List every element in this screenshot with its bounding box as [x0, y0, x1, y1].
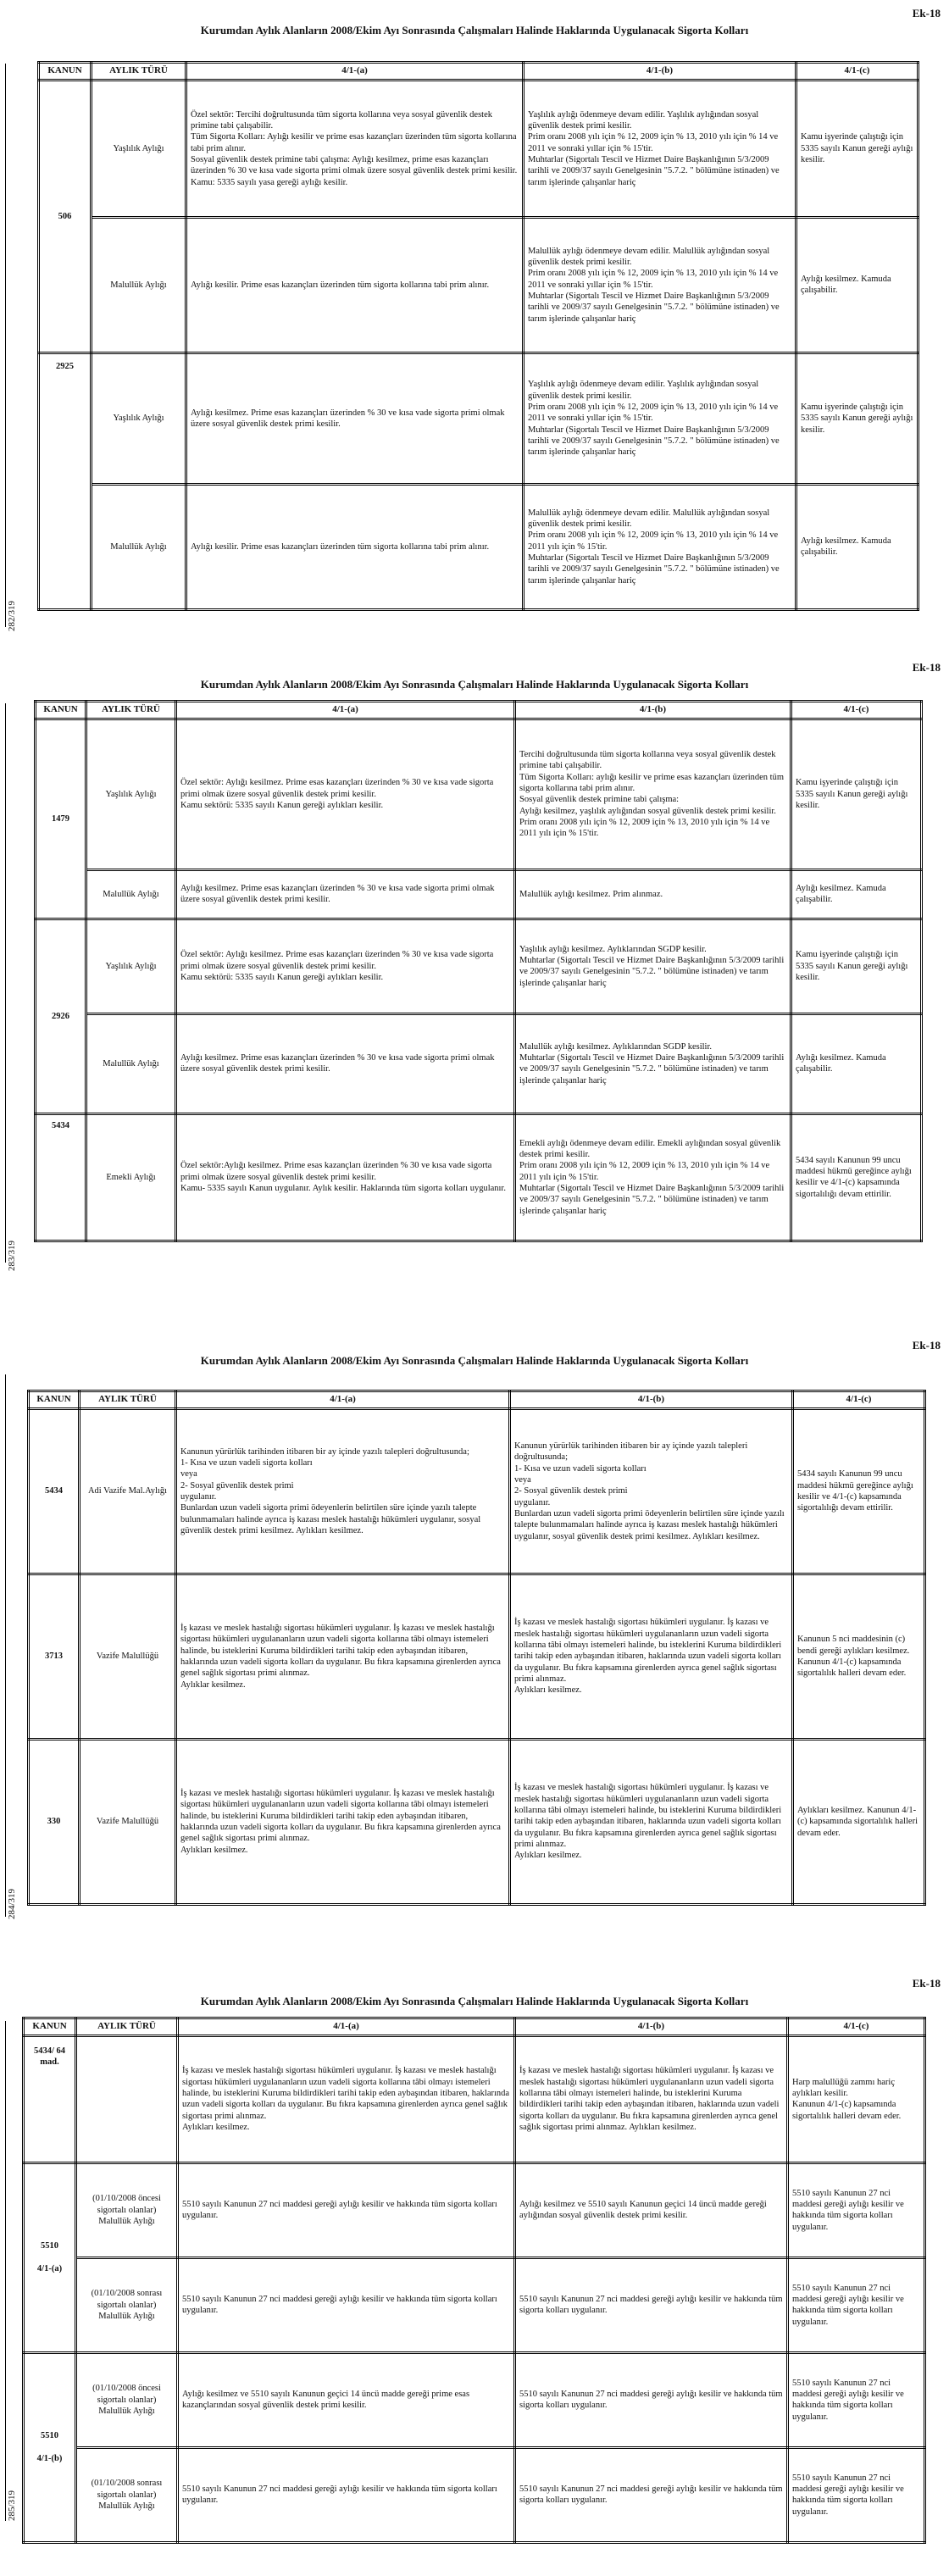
header-b: 4/1-(b)	[524, 63, 796, 80]
col-b-cell: İş kazası ve meslek hastalığı sigortası hükümleri uygulanır. İş kazası ve meslek hastalığı sigortası hükümleri uygulananların uzun vadeli sigorta kollarına tâbi olmayı istemeleri halinde, bu isteklerini Kuruma bildirdikleri tarihi takip eden aybaşından itibaren, haklarında uzun vadeli sigorta kolları da uygulanır. Bu fıkra kapsamına girenlerden ayrıca genel sağlık sigortası primi alınmaz. Aylıkları kesilmez.	[510, 1739, 793, 1904]
page-title: Kurumdan Aylık Alanların 2008/Ekim Ayı Sonrasında Çalışmaları Halinde Haklarında Uygulanacak Sigorta Kolları	[200, 678, 749, 691]
col-b-cell: 5510 sayılı Kanunun 27 nci maddesi gereği aylığı kesilir ve hakkında tüm sigorta kolları uygulanır.	[515, 2257, 788, 2352]
aylik-turu-cell: Malullük Aylığı	[92, 217, 186, 353]
aylik-turu-cell: Yaşlılık Aylığı	[86, 719, 176, 869]
col-c-cell: Aylığı kesilmez. Kamuda çalışabilir.	[791, 1013, 922, 1113]
aylik-turu-cell: Vazife Malullüğü	[80, 1574, 176, 1739]
col-a-cell: İş kazası ve meslek hastalığı sigortası hükümleri uygulanır. İş kazası ve meslek hastalığı sigortası hükümleri uygulananların uzun vadeli sigorta kollarına tâbi olmayı istemeleri halinde, bu isteklerini Kuruma bildirdikleri tarihi takip eden aybaşından itibaren, haklarında uzun vadeli sigorta kolları da uygulanır. Bu fıkra kapsamına girenlerden ayrıca genel sağlık sigortası primi alınmaz. Aylıkları kesilmez.	[176, 1739, 510, 1904]
header-tur: AYLIK TÜRÜ	[76, 2018, 178, 2036]
table-row	[36, 1113, 922, 1241]
kanun-cell: 2925	[39, 353, 92, 609]
col-c-cell: 5510 sayılı Kanunun 27 nci maddesi gereği aylığı kesilir ve hakkında tüm sigorta kolları uygulanır.	[788, 2447, 925, 2542]
kanun-cell: 5434	[36, 1113, 86, 1241]
table-row	[24, 2352, 925, 2447]
header-tur: AYLIK TÜRÜ	[80, 1391, 176, 1409]
table-row	[39, 217, 918, 353]
kanun-cell: 5510 4/1-(b)	[24, 2352, 76, 2542]
ek-label: Ek-18	[912, 1977, 941, 1990]
header-c: 4/1-(c)	[793, 1391, 925, 1409]
page-title: Kurumdan Aylık Alanların 2008/Ekim Ayı Sonrasında Çalışmaları Halinde Haklarında Uygulanacak Sigorta Kolları	[200, 1354, 749, 1367]
col-c-cell: Kamu işyerinde çalıştığı için 5335 sayılı Kanun gereği aylığı kesilir.	[791, 919, 922, 1013]
kanun-cell: 5434/ 64 mad.	[24, 2035, 76, 2162]
header-row	[24, 2018, 925, 2036]
header-c: 4/1-(c)	[796, 63, 918, 80]
col-c-cell: Harp malullüğü zammı hariç aylıkları kesilir. Kanunun 4/1-(c) kapsamında sigortalılık halleri devam eder.	[788, 2035, 925, 2162]
col-a-cell: 5510 sayılı Kanunun 27 nci maddesi gereği aylığı kesilir ve hakkında tüm sigorta kolları uygulanır.	[178, 2257, 515, 2352]
header-b: 4/1-(b)	[515, 2018, 788, 2036]
col-c-cell: Kamu işyerinde çalıştığı için 5335 sayılı Kanun gereği aylığı kesilir.	[796, 353, 918, 484]
col-a-cell: Özel sektör: Aylığı kesilmez. Prime esas kazançları üzerinden % 30 ve kısa vade sigorta primi olmak üzere sosyal güvenlik destek primi kesilir. Kamu sektörü: 5335 sayılı Kanun gereği aylıkları kesilir.	[176, 719, 515, 869]
col-a-cell: İş kazası ve meslek hastalığı sigortası hükümleri uygulanır. İş kazası ve meslek hastalığı sigortası hükümleri uygulananların uzun vadeli sigorta kollarına tâbi olmayı istemeleri halinde, bu isteklerini Kuruma bildirdikleri tarihi takip eden aybaşından itibaren, haklarında uzun vadeli sigorta kolları da uygulanır. Bu fıkra kapsamına girenlerden ayrıca genel sağlık sigortası primi alınmaz. Aylıkları kesilmez.	[178, 2035, 515, 2162]
kanun-cell: 1479	[36, 719, 86, 919]
table-row	[39, 80, 918, 217]
col-b-cell: Aylığı kesilmez ve 5510 sayılı Kanunun geçici 14 üncü madde gereği aylığından sosyal güvenlik destek primi kesilir.	[515, 2162, 788, 2257]
col-a-cell: Aylığı kesilmez ve 5510 sayılı Kanunun geçici 14 üncü madde gereği prime esas kazançlarından sosyal güvenlik destek primi kesilir.	[178, 2352, 515, 2447]
col-c-cell: Aylıkları kesilmez. Kanunun 4/1-(c) kapsamında sigortalılık halleri devam eder.	[793, 1739, 925, 1904]
table-row	[24, 2162, 925, 2257]
aylik-turu-cell: Emekli Aylığı	[86, 1113, 176, 1241]
col-b-cell: Malullük aylığı kesilmez. Prim alınmaz.	[515, 869, 791, 919]
col-c-cell: Kamu işyerinde çalıştığı için 5335 sayılı Kanun gereği aylığı kesilir.	[796, 80, 918, 217]
table-row	[36, 1013, 922, 1113]
page-title: Kurumdan Aylık Alanların 2008/Ekim Ayı Sonrasında Çalışmaları Halinde Haklarında Uygulanacak Sigorta Kolları	[200, 24, 749, 36]
col-a-cell: Aylığı kesilmez. Prime esas kazançları üzerinden % 30 ve kısa vade sigorta primi olmak üzere sosyal güvenlik destek primi kesilir.	[186, 353, 524, 484]
table-row	[36, 919, 922, 1013]
aylik-turu-cell: (01/10/2008 öncesi sigortalı olanlar) Malullük Aylığı	[76, 2352, 178, 2447]
col-b-cell: Malullük aylığı ödenmeye devam edilir. Malullük aylığından sosyal güvenlik destek primi kesilir. Prim oranı 2008 yılı için % 12, 2009 için % 13, 2010 yılı için % 14 ve 2011 yılı için % 15'tir. Muhtarlar (Sigortalı Tescil ve Hizmet Daire Başkanlığının 5/3/2009 tarihli ve 2009/37 sayılı Genelgesinin "5.7.2. " bölümüne istinaden) ve tarım işlerinde çalışanlar hariç	[524, 484, 796, 609]
header-a: 4/1-(a)	[176, 1391, 510, 1409]
table-row	[29, 1408, 925, 1574]
ek-label: Ek-18	[912, 1339, 941, 1352]
header-a: 4/1-(a)	[178, 2018, 515, 2036]
col-b-cell: Tercihi doğrultusunda tüm sigorta kollarına veya sosyal güvenlik destek primine tabi çalışabilir. Tüm Sigorta Kolları: aylığı kesilir ve prime esas kazançları üzerinden tüm sigorta kollarına tabi prim alınır. Sosyal güvenlik destek primine tabi çalışma: Aylığı kesilmez, yaşlılık aylığından sosyal güvenlik destek primi kesilir. Prim oranı 2008 yılı için % 12, 2009 için % 13, 2010 yılı için % 14 ve 2011 yılı için % 15'tir.	[515, 719, 791, 869]
page-number: 282/319	[7, 600, 17, 631]
aylik-turu-cell: Malullük Aylığı	[92, 484, 186, 609]
header-a: 4/1-(a)	[176, 702, 515, 719]
col-c-cell: Aylığı kesilmez. Kamuda çalışabilir.	[796, 484, 918, 609]
col-b-cell: Yaşlılık aylığı ödenmeye devam edilir. Yaşlılık aylığından sosyal güvenlik destek primi kesilir. Prim oranı 2008 yılı için % 12, 2009 için % 13, 2010 yılı için % 14 ve 2011 ve sonraki yıllar için % 15'tir. Muhtarlar (Sigortalı Tescil ve Hizmet Daire Başkanlığının 5/3/2009 tarihli ve 2009/37 sayılı Genelgesinin "5.7.2. " bölümüne istinaden) ve tarım işlerinde çalışanlar hariç	[524, 80, 796, 217]
ek-label: Ek-18	[912, 661, 941, 674]
header-c: 4/1-(c)	[788, 2018, 925, 2036]
kanun-cell: 2926	[36, 919, 86, 1113]
kanun-cell: 5510 4/1-(a)	[24, 2162, 76, 2352]
aylik-turu-cell: (01/10/2008 sonrası sigortalı olanlar) Malullük Aylığı	[76, 2447, 178, 2542]
col-a-cell: Aylığı kesilmez. Prime esas kazançları üzerinden % 30 ve kısa vade sigorta primi olmak üzere sosyal güvenlik destek primi kesilir.	[176, 1013, 515, 1113]
aylik-turu-cell: Yaşlılık Aylığı	[92, 353, 186, 484]
col-b-cell: 5510 sayılı Kanunun 27 nci maddesi gereği aylığı kesilir ve hakkında tüm sigorta kolları uygulanır.	[515, 2352, 788, 2447]
page-number: 284/319	[7, 1888, 17, 1919]
table-row	[24, 2447, 925, 2542]
col-c-cell: 5434 sayılı Kanunun 99 uncu maddesi hükmü gereğince aylığı kesilir ve 4/1-(c) kapsamında sigortalılığı devam ettirilir.	[791, 1113, 922, 1241]
col-a-cell: Özel sektör: Tercihi doğrultusunda tüm sigorta kollarına veya sosyal güvenlik destek primine tabi çalışabilir. Tüm Sigorta Kolları: Aylığı kesilir ve prime esas kazançları üzerinden tüm sigorta kollarına tabi prim alınır. Sosyal güvenlik destek primine tabi çalışma: Aylığı kesilmez, prime esas kazançları üzerinden % 30 ve kısa vade sigorta primi olmak üzere sosyal güvenlik destek primi kesilir. Kamu: 5335 sayılı yasa gereği aylığı kesilir.	[186, 80, 524, 217]
header-b: 4/1-(b)	[510, 1391, 793, 1409]
page-number: 285/319	[7, 2490, 17, 2521]
kanun-cell: 5434	[29, 1408, 80, 1574]
aylik-turu-cell: Adi Vazife Mal.Aylığı	[80, 1408, 176, 1574]
header-tur: AYLIK TÜRÜ	[86, 702, 176, 719]
col-a-cell: Aylığı kesilir. Prime esas kazançları üzerinden tüm sigorta kollarına tabi prim alınır.	[186, 217, 524, 353]
col-b-cell: İş kazası ve meslek hastalığı sigortası hükümleri uygulanır. İş kazası ve meslek hastalığı sigortası hükümleri uygulananların uzun vadeli sigorta kollarına tâbi olmayı istemeleri halinde, bu isteklerini Kuruma bildirdikleri tarihi takip eden aybaşından itibaren, haklarında uzun vadeli sigorta kolları da uygulanır. Bu fıkra kapsamına girenlerden ayrıca genel sağlık sigortası primi alınmaz. Aylıkları kesilmez.	[515, 2035, 788, 2162]
col-c-cell: Kamu işyerinde çalıştığı için 5335 sayılı Kanun gereği aylığı kesilir.	[791, 719, 922, 869]
kanun-cell: 506	[39, 80, 92, 353]
col-b-cell: Yaşlılık aylığı ödenmeye devam edilir. Yaşlılık aylığından sosyal güvenlik destek primi kesilir. Prim oranı 2008 yılı için % 12, 2009 için % 13, 2010 yılı için % 14 ve 2011 ve sonraki yıllar için % 15'tir. Muhtarlar (Sigortalı Tescil ve Hizmet Daire Başkanlığının 5/3/2009 tarihli ve 2009/37 sayılı Genelgesinin "5.7.2. " bölümüne istinaden) ve tarım işlerinde çalışanlar hariç	[524, 353, 796, 484]
page-margin-line	[5, 2021, 6, 2521]
header-row	[29, 1391, 925, 1409]
header-c: 4/1-(c)	[791, 702, 922, 719]
page-number: 283/319	[7, 1240, 17, 1271]
col-c-cell: Kanunun 5 nci maddesinin (c) bendi gereği aylıkları kesilmez. Kanunun 4/1-(c) kapsamında sigortalılık halleri devam eder.	[793, 1574, 925, 1739]
col-a-cell: 5510 sayılı Kanunun 27 nci maddesi gereği aylığı kesilir ve hakkında tüm sigorta kolları uygulanır.	[178, 2162, 515, 2257]
col-a-cell: İş kazası ve meslek hastalığı sigortası hükümleri uygulanır. İş kazası ve meslek hastalığı sigortası hükümleri uygulananların uzun vadeli sigorta kollarına tâbi olmayı istemeleri halinde, bu isteklerini Kuruma bildirdikleri tarihi takip eden aybaşından itibaren, haklarında uzun vadeli sigorta kolları da uygulanır. Bu fıkra kapsamına girenlerden ayrıca genel sağlık sigortası primi alınmaz. Aylıklar kesilmez.	[176, 1574, 510, 1739]
sigorta-table	[34, 700, 923, 1242]
aylik-turu-cell	[76, 2035, 178, 2162]
ek-label: Ek-18	[912, 7, 941, 19]
col-a-cell: Aylığı kesilir. Prime esas kazançları üzerinden tüm sigorta kollarına tabi prim alınır.	[186, 484, 524, 609]
table-row	[36, 719, 922, 869]
sigorta-table	[22, 2017, 926, 2544]
header-kanun: KANUN	[39, 63, 92, 80]
table-row	[36, 869, 922, 919]
page-margin-line	[5, 1374, 6, 1917]
aylik-turu-cell: Yaşlılık Aylığı	[92, 80, 186, 217]
table-row	[24, 2257, 925, 2352]
aylik-turu-cell: Malullük Aylığı	[86, 1013, 176, 1113]
col-a-cell: Özel sektör: Aylığı kesilmez. Prime esas kazançları üzerinden % 30 ve kısa vade sigorta primi olmak üzere sosyal güvenlik destek primi kesilir. Kamu sektörü: 5335 sayılı Kanun gereği aylıkları kesilir.	[176, 919, 515, 1013]
aylik-turu-cell: Vazife Malullüğü	[80, 1739, 176, 1904]
col-c-cell: 5510 sayılı Kanunun 27 nci maddesi gereği aylığı kesilir ve hakkında tüm sigorta kolları uygulanır.	[788, 2257, 925, 2352]
header-tur: AYLIK TÜRÜ	[92, 63, 186, 80]
page-margin-line	[5, 64, 6, 627]
aylik-turu-cell: Malullük Aylığı	[86, 869, 176, 919]
header-row	[36, 702, 922, 719]
header-b: 4/1-(b)	[515, 702, 791, 719]
table-row	[39, 484, 918, 609]
table-row	[29, 1574, 925, 1739]
col-a-cell: Özel sektör:Aylığı kesilmez. Prime esas kazançları üzerinden % 30 ve kısa vade sigorta primi olmak üzere sosyal güvenlik destek primi kesilir. Kamu- 5335 sayılı Kanun uygulanır. Aylık kesilir. Haklarında tüm sigorta kolları uygulanır.	[176, 1113, 515, 1241]
col-c-cell: 5510 sayılı Kanunun 27 nci maddesi gereği aylığı kesilir ve hakkında tüm sigorta kolları uygulanır.	[788, 2162, 925, 2257]
page-title: Kurumdan Aylık Alanların 2008/Ekim Ayı Sonrasında Çalışmaları Halinde Haklarında Uygulanacak Sigorta Kolları	[200, 1995, 749, 2007]
col-b-cell: Emekli aylığı ödenmeye devam edilir. Emekli aylığından sosyal güvenlik destek primi kesilir. Prim oranı 2008 yılı için % 12, 2009 için % 13, 2010 yılı için % 14 ve 2011 yılı için % 15'tir. Muhtarlar (Sigortalı Tescil ve Hizmet Daire Başkanlığının 5/3/2009 tarihli ve 2009/37 sayılı Genelgesinin "5.7.2. " bölümüne istinaden) ve tarım işlerinde çalışanlar hariç	[515, 1113, 791, 1241]
header-a: 4/1-(a)	[186, 63, 524, 80]
aylik-turu-cell: (01/10/2008 sonrası sigortalı olanlar) Malullük Aylığı	[76, 2257, 178, 2352]
aylik-turu-cell: Yaşlılık Aylığı	[86, 919, 176, 1013]
col-b-cell: Malullük aylığı ödenmeye devam edilir. Malullük aylığından sosyal güvenlik destek primi kesilir. Prim oranı 2008 yılı için % 12, 2009 için % 13, 2010 yılı için % 14 ve 2011 ve sonraki yıllar için % 15'tir. Muhtarlar (Sigortalı Tescil ve Hizmet Daire Başkanlığının 5/3/2009 tarihli ve 2009/37 sayılı Genelgesinin "5.7.2. " bölümüne istinaden) ve tarım işlerinde çalışanlar hariç	[524, 217, 796, 353]
col-c-cell: Aylığı kesilmez. Kamuda çalışabilir.	[796, 217, 918, 353]
sigorta-table	[37, 61, 919, 611]
col-b-cell: Malullük aylığı kesilmez. Aylıklarından SGDP kesilir. Muhtarlar (Sigortalı Tescil ve Hizmet Daire Başkanlığının 5/3/2009 tarihli ve 2009/37 sayılı Genelgesinin "5.7.2. " bölümüne istinaden) ve tarım işlerinde çalışanlar hariç	[515, 1013, 791, 1113]
col-b-cell: İş kazası ve meslek hastalığı sigortası hükümleri uygulanır. İş kazası ve meslek hastalığı sigortası hükümleri uygulananların uzun vadeli sigorta kollarına tâbi olmayı istemeleri halinde, bu isteklerini Kuruma bildirdikleri tarihi takip eden aybaşından itibaren, haklarında uzun vadeli sigorta kolları da uygulanır. Bu fıkra kapsamına girenlerden ayrıca genel sağlık sigortası primi alınmaz. Aylıkları kesilmez.	[510, 1574, 793, 1739]
kanun-cell: 3713	[29, 1574, 80, 1739]
table-row	[39, 353, 918, 484]
col-a-cell: Aylığı kesilmez. Prime esas kazançları üzerinden % 30 ve kısa vade sigorta primi olmak üzere sosyal güvenlik destek primi kesilir.	[176, 869, 515, 919]
page-margin-line	[5, 703, 6, 1263]
table-row	[29, 1739, 925, 1904]
aylik-turu-cell: (01/10/2008 öncesi sigortalı olanlar) Malullük Aylığı	[76, 2162, 178, 2257]
table-row	[24, 2035, 925, 2162]
header-kanun: KANUN	[24, 2018, 76, 2036]
col-c-cell: 5434 sayılı Kanunun 99 uncu maddesi hükmü gereğince aylığı kesilir ve 4/1-(c) kapsamında sigortalılığı devam ettirilir.	[793, 1408, 925, 1574]
col-b-cell: Kanunun yürürlük tarihinden itibaren bir ay içinde yazılı talepleri doğrultusunda; 1- Kısa ve uzun vadeli sigorta kolları veya 2- Sosyal güvenlik destek primi uygulanır. Bunlardan uzun vadeli sigorta primi ödeyenlerin belirtilen süre içinde yazılı talepte bulunmamaları halinde ayrıca iş kazası meslek hastalığı hükümleri uygulanır, sosyal güvenlik destek primi kesilmez. Aylıkları kesilmez.	[510, 1408, 793, 1574]
col-a-cell: Kanunun yürürlük tarihinden itibaren bir ay içinde yazılı talepleri doğrultusunda; 1- Kısa ve uzun vadeli sigorta kolları veya 2- Sosyal güvenlik destek primi uygulanır. Bunlardan uzun vadeli sigorta primi ödeyenlerin belirtilen süre içinde yazılı talepte bulunmamaları halinde ayrıca iş kazası meslek hastalığı hükümleri uygulanır, sosyal güvenlik destek primi kesilmez. Aylıkları kesilmez.	[176, 1408, 510, 1574]
col-c-cell: Aylığı kesilmez. Kamuda çalışabilir.	[791, 869, 922, 919]
kanun-cell: 330	[29, 1739, 80, 1904]
col-c-cell: 5510 sayılı Kanunun 27 nci maddesi gereği aylığı kesilir ve hakkında tüm sigorta kolları uygulanır.	[788, 2352, 925, 2447]
col-b-cell: 5510 sayılı Kanunun 27 nci maddesi gereği aylığı kesilir ve hakkında tüm sigorta kolları uygulanır.	[515, 2447, 788, 2542]
header-row	[39, 63, 918, 80]
header-kanun: KANUN	[36, 702, 86, 719]
col-a-cell: 5510 sayılı Kanunun 27 nci maddesi gereği aylığı kesilir ve hakkında tüm sigorta kolları uygulanır.	[178, 2447, 515, 2542]
sigorta-table	[27, 1390, 926, 1906]
header-kanun: KANUN	[29, 1391, 80, 1409]
col-b-cell: Yaşlılık aylığı kesilmez. Aylıklarından SGDP kesilir. Muhtarlar (Sigortalı Tescil ve Hizmet Daire Başkanlığının 5/3/2009 tarihli ve 2009/37 sayılı Genelgesinin "5.7.2. " bölümüne istinaden) ve tarım işlerinde çalışanlar hariç	[515, 919, 791, 1013]
